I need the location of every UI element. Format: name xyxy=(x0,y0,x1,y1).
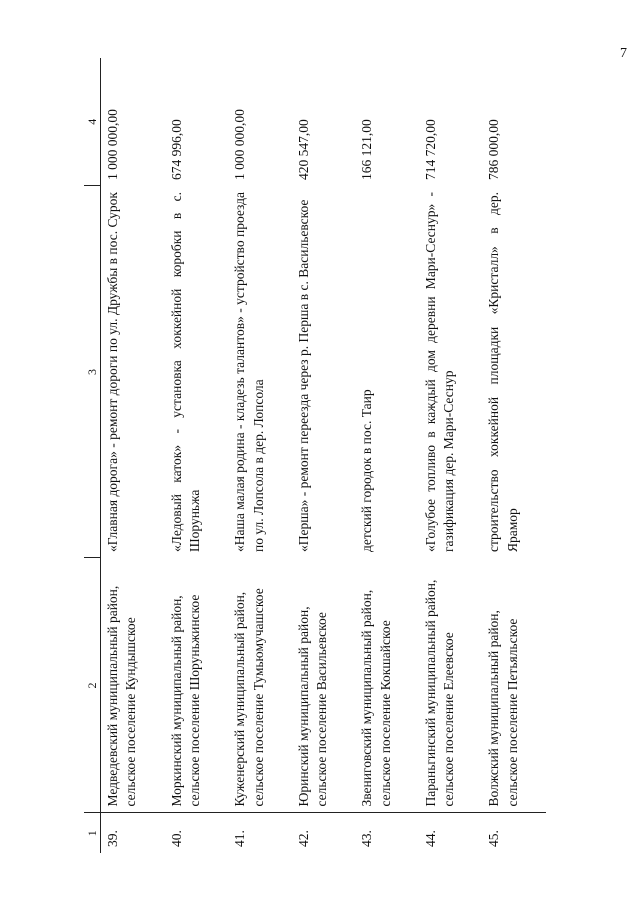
header-cell-2: 2 xyxy=(84,558,101,813)
district-cell: Медведевский муниципальный район, сельское поселение Кундышское xyxy=(105,585,139,807)
district-cell: Параньгинский муниципальный район, сельское поселение Елеевское xyxy=(422,579,457,807)
table-row xyxy=(165,58,229,853)
project-cell: «Голубое топливо в каждый дом деревни Мари-Сеснур» - газификация дер. Мари-Сеснур xyxy=(422,192,457,552)
amount-cell: 166 121,00 xyxy=(359,119,375,180)
amount-cell: 420 547,00 xyxy=(295,119,311,180)
district-cell: Волжский муниципальный район, сельское поселение Петьяльское xyxy=(486,610,520,807)
district-cell: Звениговский муниципальный район, сельское поселение Кокшайское xyxy=(359,589,393,807)
row-number: 43. xyxy=(355,813,419,853)
amount-cell: 674 996,00 xyxy=(168,119,184,180)
row-number: 44. xyxy=(419,813,483,853)
project-cell: «Ледовый каток» - установка хоккейной коробки в с. Шоруньжа xyxy=(168,192,203,552)
amount-cell: 1 000 000,00 xyxy=(232,109,248,180)
project-cell: «Перша» - ремонт переезда через р. Перша в с. Васильевское xyxy=(295,199,311,552)
row-number: 41. xyxy=(228,813,292,853)
table-row xyxy=(355,58,419,853)
table-row xyxy=(419,58,483,853)
project-cell: детский городок в пос. Таир xyxy=(359,389,375,552)
project-cell: «Главная дорога» - ремонт дороги по ул. Дружбы в пос. Сурок xyxy=(105,192,121,552)
district-cell: Юринский муниципальный район, сельское поселение Васильевское xyxy=(295,606,330,807)
project-cell: «Наша малая родина - кладезь талантов» - устройство проезда по ул. Лопсола в дер. Лопсола xyxy=(232,192,266,552)
district-cell: Моркинский муниципальный район, сельское поселение Шоруньжинское xyxy=(168,594,203,807)
district-cell: Куженерский муниципальный район, сельское поселение Тумьюмучашское xyxy=(232,588,266,807)
projects-table xyxy=(84,58,546,853)
page-number: 7 xyxy=(620,46,627,61)
amount-cell: 1 000 000,00 xyxy=(105,109,121,180)
project-cell: строительство хоккейной площадки «Кристалл» в дер. Ярамор xyxy=(486,192,520,552)
row-number: 42. xyxy=(292,813,356,853)
table-row xyxy=(482,58,546,853)
amount-cell: 714 720,00 xyxy=(422,119,438,180)
table-row xyxy=(101,58,165,853)
row-number: 40. xyxy=(165,813,229,853)
table-header-row xyxy=(84,58,101,853)
header-cell-3: 3 xyxy=(84,186,101,558)
amount-cell: 786 000,00 xyxy=(486,119,502,180)
table-row xyxy=(292,58,356,853)
header-cell-1: 1 xyxy=(84,813,101,853)
row-number: 39. xyxy=(101,813,165,853)
row-number: 45. xyxy=(482,813,546,853)
table-row xyxy=(228,58,292,853)
header-cell-4: 4 xyxy=(84,58,101,186)
